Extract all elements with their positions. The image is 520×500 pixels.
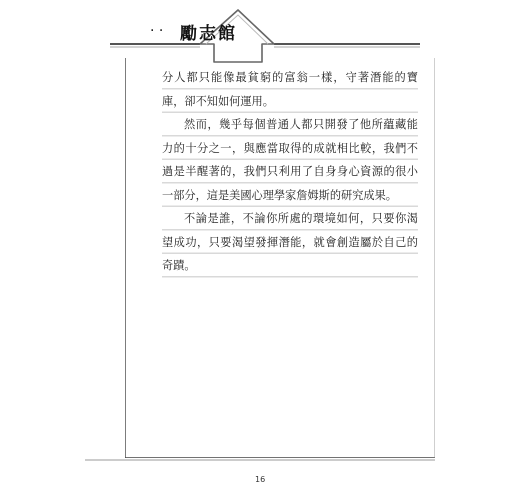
- section-title: 勵志館: [180, 24, 237, 44]
- paragraph-2: 然而，幾乎每個普通人都只開發了他所蘊藏能力的十分之一，與應當取得的成就相比較，我們不過是半醒著的，我們只利用了自身身心資源的很小一部分，這是美國心理學家詹姆斯的研究成果。: [162, 113, 418, 207]
- body-text: [162, 66, 418, 278]
- footer-rule: [85, 458, 435, 468]
- header-dots: · ·: [150, 23, 164, 39]
- paragraph-1: 分人都只能像最貧窮的富翁一樣，守著潛能的寶庫，卻不知如何運用。: [162, 66, 418, 113]
- page-number: 16: [255, 475, 266, 484]
- paragraph-3: 不論是誰，不論你所處的環境如何，只要你渴望成功，只要渴望發揮潛能，就會創造屬於自己的奇蹟。: [162, 207, 418, 278]
